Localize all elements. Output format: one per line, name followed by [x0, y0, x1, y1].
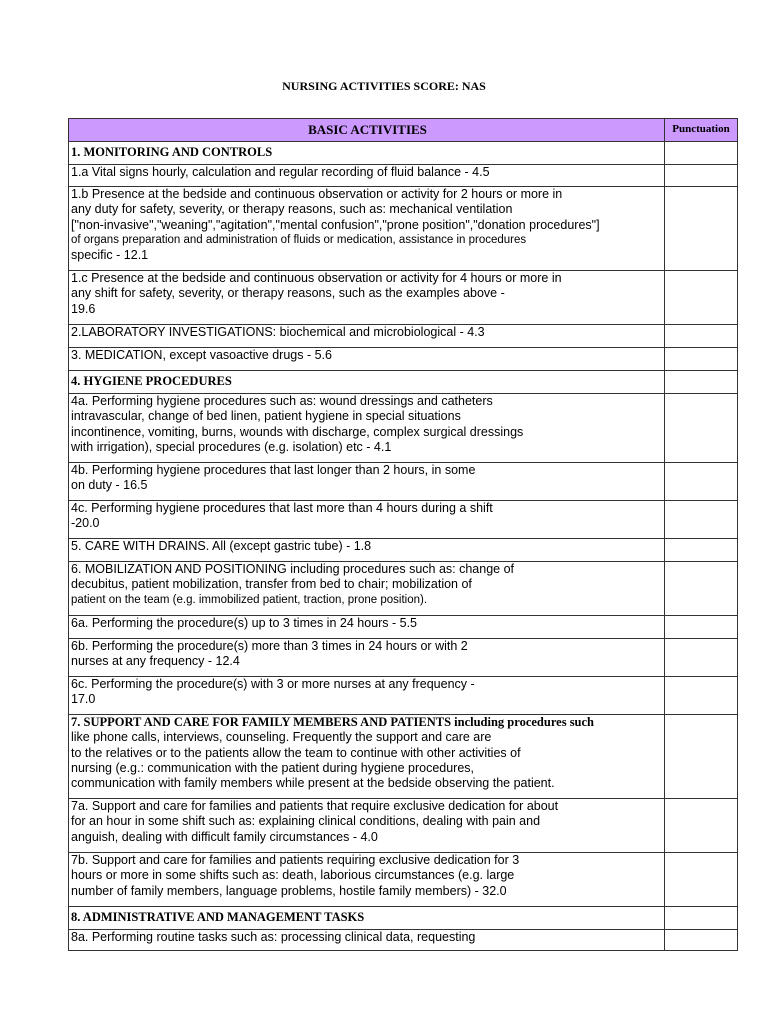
activity-line: like phone calls, interviews, counseling. Frequently the support and care are [71, 730, 492, 745]
section-title: 8. ADMINISTRATIVE AND MANAGEMENT TASKS [69, 907, 665, 930]
activity-line: 6. MOBILIZATION AND POSITIONING including procedures such as: change of [71, 562, 514, 576]
activity-line: for an hour in some shift such as: explaining clinical conditions, dealing with pain and [71, 814, 541, 829]
activity-cell [69, 562, 665, 616]
activity-cell [69, 639, 665, 677]
activity-line: -20.0 [71, 516, 100, 531]
activity-cell [69, 501, 665, 539]
score-cell[interactable] [665, 799, 738, 853]
score-cell[interactable] [665, 271, 738, 325]
score-cell[interactable] [665, 187, 738, 271]
score-cell[interactable] [665, 325, 738, 348]
activity-line: hours or more in some shifts such as: death, laborious circumstances (e.g. large [71, 868, 515, 883]
activity-line: 8a. Performing routine tasks such as: processing clinical data, requesting [71, 930, 476, 944]
activity-line: any shift for safety, severity, or therapy reasons, such as the examples above - [71, 286, 505, 301]
activity-line: communication with family members while present at the bedside observing the patient. [71, 776, 555, 791]
activity-line: to the relatives or to the patients allow the team to continue with other activities of [71, 745, 521, 760]
activity-cell [69, 677, 665, 715]
activity-cell [69, 853, 665, 907]
section-row [69, 371, 738, 394]
activity-line: 6c. Performing the procedure(s) with 3 or more nurses at any frequency - [71, 677, 475, 691]
section-title: 1. MONITORING AND CONTROLS [69, 142, 665, 165]
activity-line: 1.b Presence at the bedside and continuous observation or activity for 2 hours or more in [71, 187, 563, 201]
score-cell[interactable] [665, 930, 738, 951]
section-row [69, 907, 738, 930]
activity-line: 4c. Performing hygiene procedures that last more than 4 hours during a shift [71, 501, 493, 515]
table-row [69, 348, 738, 371]
nas-table [68, 118, 738, 951]
activity-line: 1.a Vital signs hourly, calculation and regular recording of fluid balance - 4.5 [71, 165, 490, 179]
activity-cell [69, 463, 665, 501]
table-row [69, 271, 738, 325]
score-cell[interactable] [665, 562, 738, 616]
table-header-row [69, 119, 738, 142]
activity-line: specific - 12.1 [71, 248, 149, 263]
activity-line: nursing (e.g.: communication with the patient during hygiene procedures, [71, 760, 475, 775]
activity-line: ["non-invasive","weaning","agitation","mental confusion","prone position","donation procedures"] [71, 217, 600, 232]
activity-cell [69, 930, 665, 951]
table-row [69, 799, 738, 853]
activity-line: 6a. Performing the procedure(s) up to 3 times in 24 hours - 5.5 [71, 616, 418, 630]
activity-cell [69, 187, 665, 271]
punctuation-header: Punctuation [665, 119, 738, 142]
score-cell[interactable] [665, 677, 738, 715]
section-lead-line: 7. SUPPORT AND CARE FOR FAMILY MEMBERS AND PATIENTS including procedures such [71, 715, 595, 729]
table-row [69, 165, 738, 187]
table-row [69, 463, 738, 501]
activity-line: 1.c Presence at the bedside and continuous observation or activity for 4 hours or more in [71, 271, 562, 285]
activity-line: patient on the team (e.g. immobilized patient, traction, prone position). [71, 593, 428, 606]
activity-line: number of family members, language problems, hostile family members) - 32.0 [71, 883, 507, 898]
table-row [69, 677, 738, 715]
activity-line: 2.LABORATORY INVESTIGATIONS: biochemical and microbiological - 4.3 [71, 325, 485, 339]
activity-line: 4a. Performing hygiene procedures such as: wound dressings and catheters [71, 394, 493, 408]
table-row [69, 639, 738, 677]
activity-line: nurses at any frequency - 12.4 [71, 654, 240, 669]
activity-line: anguish, dealing with difficult family circumstances - 4.0 [71, 829, 378, 844]
score-cell[interactable] [665, 715, 738, 799]
score-cell[interactable] [665, 165, 738, 187]
activity-cell [69, 165, 665, 187]
table-row [69, 562, 738, 616]
table-row [69, 930, 738, 951]
table-row [69, 394, 738, 463]
score-cell[interactable] [665, 907, 738, 930]
activity-line: 17.0 [71, 692, 96, 707]
table-row [69, 853, 738, 907]
activity-line: any duty for safety, severity, or therapy reasons, such as: mechanical ventilation [71, 202, 513, 217]
table-row [69, 325, 738, 348]
score-cell[interactable] [665, 639, 738, 677]
activity-line: 4b. Performing hygiene procedures that last longer than 2 hours, in some [71, 463, 476, 477]
table-row [69, 501, 738, 539]
activity-line: of organs preparation and administration of fluids or medication, assistance in procedures [71, 233, 527, 246]
activity-line: 3. MEDICATION, except vasoactive drugs - 5.6 [71, 348, 332, 362]
activity-cell [69, 394, 665, 463]
score-cell[interactable] [665, 394, 738, 463]
score-cell[interactable] [665, 539, 738, 562]
basic-activities-header: BASIC ACTIVITIES [69, 119, 665, 142]
activity-line: with irrigation), special procedures (e.g. isolation) etc - 4.1 [71, 439, 392, 454]
activity-cell [69, 799, 665, 853]
activity-line: 6b. Performing the procedure(s) more than 3 times in 24 hours or with 2 [71, 639, 468, 653]
activity-cell [69, 348, 665, 371]
activity-cell [69, 715, 665, 799]
score-cell[interactable] [665, 853, 738, 907]
table-row [69, 187, 738, 271]
table-row [69, 616, 738, 639]
score-cell[interactable] [665, 142, 738, 165]
score-cell[interactable] [665, 463, 738, 501]
score-cell[interactable] [665, 371, 738, 394]
activity-line: 7a. Support and care for families and patients that require exclusive dedication for about [71, 799, 559, 813]
activity-line: decubitus, patient mobilization, transfer from bed to chair; mobilization of [71, 577, 472, 592]
score-cell[interactable] [665, 348, 738, 371]
activity-cell [69, 616, 665, 639]
table-row [69, 715, 738, 799]
score-cell[interactable] [665, 501, 738, 539]
activity-line: intravascular, change of bed linen, patient hygiene in special situations [71, 409, 461, 424]
activity-line: 7b. Support and care for families and patients requiring exclusive dedication for 3 [71, 853, 520, 867]
activity-cell [69, 539, 665, 562]
section-row [69, 142, 738, 165]
activity-cell [69, 271, 665, 325]
activity-line: incontinence, vomiting, burns, wounds with discharge, complex surgical dressings [71, 424, 524, 439]
activity-cell [69, 325, 665, 348]
activity-line: 5. CARE WITH DRAINS. All (except gastric tube) - 1.8 [71, 539, 372, 553]
document-title: NURSING ACTIVITIES SCORE: NAS [282, 79, 486, 93]
section-title: 4. HYGIENE PROCEDURES [69, 371, 665, 394]
table-row [69, 539, 738, 562]
score-cell[interactable] [665, 616, 738, 639]
activity-line: on duty - 16.5 [71, 478, 148, 493]
activity-line: 19.6 [71, 301, 96, 316]
